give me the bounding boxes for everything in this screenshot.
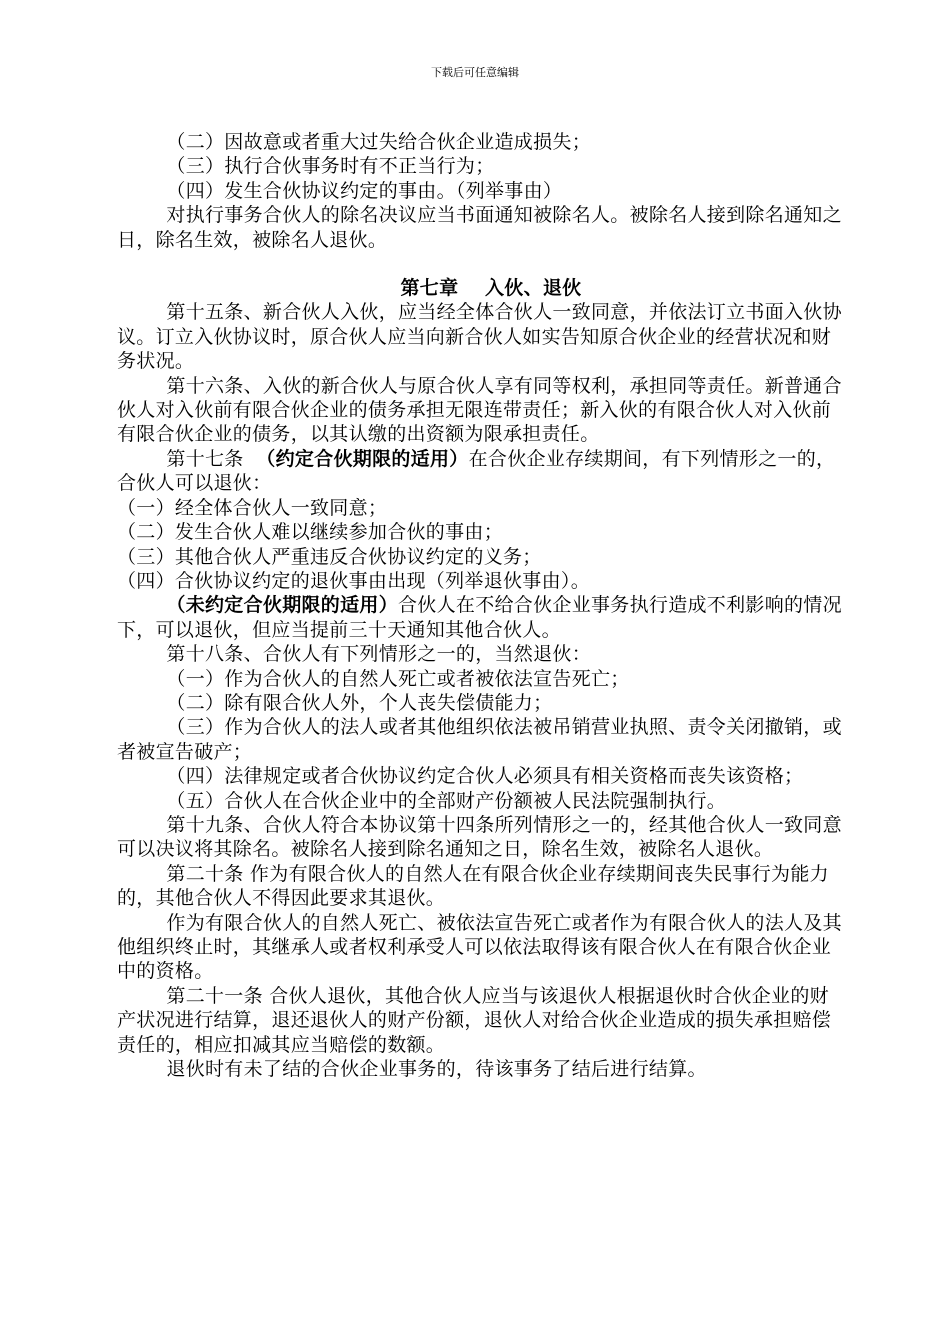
chapter-title: 入伙、退伙 xyxy=(484,277,582,300)
article-18-item-2: （二）除有限合伙人外，个人丧失偿债能力； xyxy=(166,691,553,714)
article-17-text-2: 合伙人在不给合伙企业事务执行造成不利影响的情况下，可以退伙，但应当提前三十天通知其他合伙人。 xyxy=(117,594,842,641)
article-17-bold-heading: （约定合伙期限的适用） xyxy=(256,447,469,470)
article-15: 第十五条、新合伙人入伙，应当经全体合伙人一致同意，并依法订立书面入伙协议。订立入伙协议时，原合伙人应当向新合伙人如实告知原合伙企业的经营状况和财务状况。 xyxy=(117,301,842,373)
article-18-intro: 第十八条、合伙人有下列情形之一的，当然退伙： xyxy=(166,643,591,666)
article-17-item-4: （四）合伙协议约定的退伙事由出现（列举退伙事由）。 xyxy=(117,569,591,592)
article-17-text: 在合伙企业存续期间，有下列情形之一的，合伙人可以退伙： xyxy=(117,447,836,495)
article-19: 第十九条、合伙人符合本协议第十四条所列情形之一的，经其他合伙人一致同意可以决议将其除名。被除名人接到除名通知之日，除名生效，被除名人退伙。 xyxy=(117,813,842,861)
article-21: 第二十一条 合伙人退伙，其他合伙人应当与该退伙人根据退伙时合伙企业的财产状况进行结算，退还退伙人的财产份额，退伙人对给合伙企业造成的损失承担赔偿责任的，相应扣减其应当赔偿的数额。 xyxy=(117,984,832,1056)
article-17 xyxy=(117,447,845,496)
header-note: 下载后可任意编辑 xyxy=(431,66,519,79)
article-18-item-5: （五）合伙人在合伙企业中的全部财产份额被人民法院强制执行。 xyxy=(166,789,727,812)
article-20: 第二十条 作为有限合伙人的自然人在有限合伙企业存续期间丧失民事行为能力的，其他合伙人不得因此要求其退伙。 xyxy=(117,862,829,910)
list-item-2: （二）因故意或者重大过失给合伙企业造成损失； xyxy=(166,131,591,153)
article-17-unspecified xyxy=(117,593,845,642)
article-17-item-2: （二）发生合伙人难以继续参加合伙的事由； xyxy=(117,521,504,544)
list-item-4: （四）发生合伙协议约定的事由。（列举事由） xyxy=(166,179,563,202)
article-17-item-3: （三）其他合伙人严重违反合伙协议约定的义务； xyxy=(117,545,542,568)
article-17-item-1: （一）经全体合伙人一致同意； xyxy=(117,496,388,519)
article-16: 第十六条、入伙的新合伙人与原合伙人享有同等权利，承担同等责任。新普通合伙人对入伙前有限合伙企业的债务承担无限连带责任；新入伙的有限合伙人对入伙前有限合伙企业的债务，以其认缴的出资额为限承担责任。 xyxy=(117,374,842,446)
article-20-paragraph-2: 作为有限合伙人的自然人死亡、被依法宣告死亡或者作为有限合伙人的法人及其他组织终止时，其继承人或者权利承受人可以依法取得该有限合伙人在有限合伙企业中的资格。 xyxy=(117,911,842,983)
chapter-number: 第七章 xyxy=(400,277,459,300)
article-17-number: 第十七条 xyxy=(166,447,244,470)
removal-notice-paragraph: 对执行事务合伙人的除名决议应当书面通知被除名人。被除名人接到除名通知之日，除名生效，被除名人退伙。 xyxy=(117,204,842,251)
article-18-item-4: （四）法律规定或者合伙协议约定合伙人必须具有相关资格而丧失该资格； xyxy=(166,765,804,788)
document-body xyxy=(117,130,845,1081)
article-17-bold-heading-2: （未约定合伙期限的适用） xyxy=(166,594,398,617)
list-item-3: （三）执行合伙事务时有不正当行为； xyxy=(166,155,495,178)
article-21-paragraph-2: 退伙时有未了结的合伙企业事务的，待该事务了结后进行结算。 xyxy=(166,1058,707,1081)
article-18-item-3: （三）作为合伙人的法人或者其他组织依法被吊销营业执照、责令关闭撤销，或者被宣告破产； xyxy=(117,716,842,763)
chapter-heading xyxy=(137,276,845,300)
article-18-item-1: （一）作为合伙人的自然人死亡或者被依法宣告死亡； xyxy=(166,667,630,690)
